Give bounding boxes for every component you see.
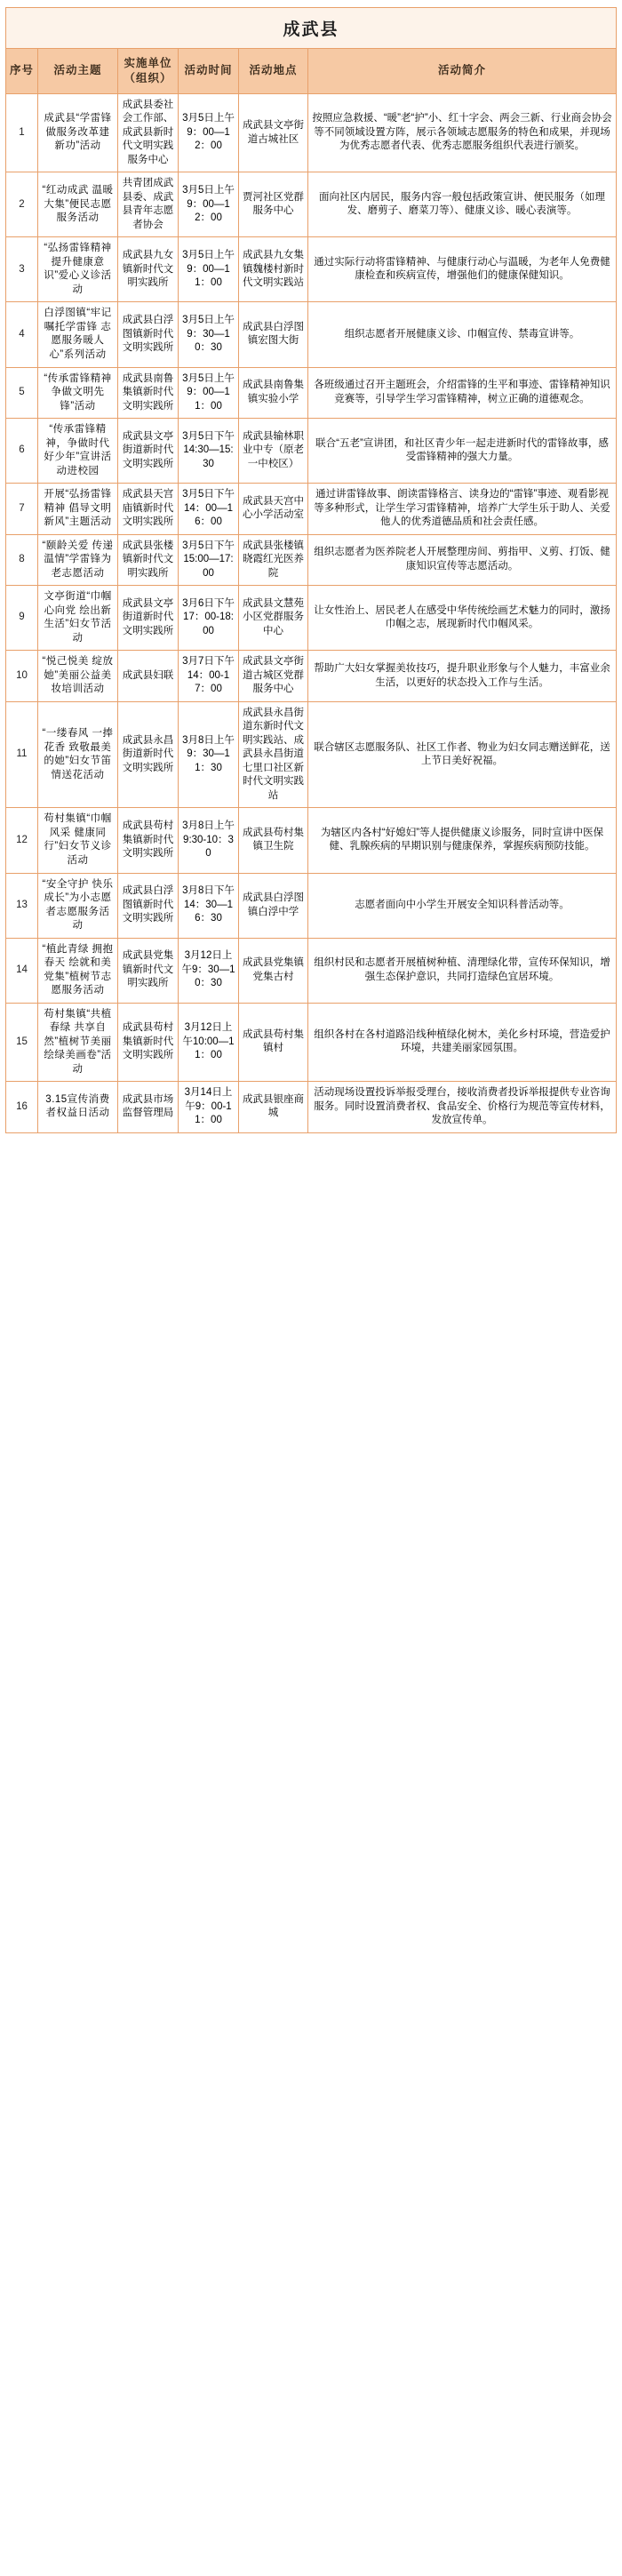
cell-unit: 成武县张楼镇新时代文明实践所 [118,534,179,586]
cell-time: 3月5日下午14：00—16：00 [179,484,239,535]
cell-unit: 成武县永昌街道新时代文明实践所 [118,701,179,808]
cell-intro: 志愿者面向中小学生开展安全知识科普活动等。 [308,873,617,938]
cell-theme: “一缕春风 一捧花香 致敬最美的她”妇女节笛情送花活动 [38,701,118,808]
table-row [6,938,617,1003]
cell-theme: “安全守护 快乐成长”为小志愿者志愿服务活动 [38,873,118,938]
cell-theme: 3.15宣传消费者权益日活动 [38,1082,118,1133]
cell-index: 14 [6,938,38,1003]
cell-unit: 成武县白浮图镇新时代文明实践所 [118,302,179,367]
cell-theme: “悦己悦美 绽放她”美丽公益美妆培训活动 [38,651,118,702]
cell-intro: 通过讲雷锋故事、朗读雷锋格言、读身边的“雷锋”事迹、观看影视等多种形式，让学生学习雷锋精神，培养广大学生乐于助人、关爱他人的优秀道德品质和社会责任感。 [308,484,617,535]
cell-theme: 白浮图镇“牢记嘱托学雷锋 志愿服务暖人心”系列活动 [38,302,118,367]
page-title: 成武县 [5,7,617,48]
cell-intro: 为辖区内各村“好媳妇”等人提供健康义诊服务，同时宣讲中医保健、乳腺疾病的早期识别与健康保养，掌握疾病预防技能。 [308,808,617,873]
cell-unit: 共青团成武县委、成武县青年志愿者协会 [118,172,179,237]
cell-place: 成武县苟村集镇卫生院 [239,808,308,873]
table-row [6,172,617,237]
cell-unit: 成武县九女镇新时代文明实践所 [118,237,179,302]
cell-index: 7 [6,484,38,535]
cell-unit: 成武县妇联 [118,651,179,702]
cell-place: 成武县输林职业中专（原老一中校区） [239,419,308,484]
cell-index: 8 [6,534,38,586]
table-header-row [6,49,617,94]
cell-intro: 让女性治上、居民老人在感受中华传统绘画艺术魅力的同时，激扬巾帼之志，展现新时代巾帼风采。 [308,586,617,651]
cell-unit: 成武县委社会工作部、成武县新时代文明实践服务中心 [118,93,179,172]
cell-place: 成武县文亭街道古城社区 [239,93,308,172]
table-row [6,808,617,873]
document-page [0,0,622,1142]
cell-time: 3月6日下午17：00-18:00 [179,586,239,651]
cell-place: 成武县文亭街道古城区党群服务中心 [239,651,308,702]
cell-intro: 组织村民和志愿者开展植树种植、清理绿化带，宣传环保知识，增强生态保护意识，共同打造绿色宜居环境。 [308,938,617,1003]
cell-place: 成武县文慧苑小区党群服务中心 [239,586,308,651]
column-header-intro: 活动简介 [308,49,617,94]
cell-intro: 活动现场设置投诉举报受理台，接收消费者投诉举报提供专业咨询服务。同时设置消费者权、食品安全、价格行为规范等宣传材料，发放宣传单。 [308,1082,617,1133]
cell-time: 3月5日上午9：00—12：00 [179,172,239,237]
cell-place: 贾河社区党群服务中心 [239,172,308,237]
cell-unit: 成武县市场监督管理局 [118,1082,179,1133]
cell-index: 9 [6,586,38,651]
cell-intro: 组织志愿者开展健康义诊、巾帼宣传、禁毒宣讲等。 [308,302,617,367]
cell-unit: 成武县天宫庙镇新时代文明实践所 [118,484,179,535]
cell-index: 16 [6,1082,38,1133]
column-header-place: 活动地点 [239,49,308,94]
cell-index: 13 [6,873,38,938]
table-row [6,534,617,586]
cell-theme: 苟村集镇“巾帼风采 健康同行”妇女节义诊活动 [38,808,118,873]
cell-place: 成武县九女集镇魏楼村新时代文明实践站 [239,237,308,302]
cell-time: 3月12日上午9：30—10：30 [179,938,239,1003]
cell-intro: 帮助广大妇女掌握美妆技巧，提升职业形象与个人魅力，丰富业余生活，以更好的状态投入工作与生活。 [308,651,617,702]
cell-intro: 联合“五老”宣讲团，和社区青少年一起走进新时代的雷锋故事，感受雷锋精神的强大力量。 [308,419,617,484]
column-header-unit: 实施单位（组织） [118,49,179,94]
cell-unit: 成武县苟村集镇新时代文明实践所 [118,808,179,873]
cell-time: 3月8日上午9:30-10：30 [179,808,239,873]
cell-time: 3月8日下午14：30—16：30 [179,873,239,938]
cell-theme: “颐龄关爱 传递温情”学雷锋为老志愿活动 [38,534,118,586]
cell-place: 成武县天宫中心小学活动室 [239,484,308,535]
cell-theme: “传承雷锋精神，争做时代好少年”宣讲活动进校园 [38,419,118,484]
cell-index: 2 [6,172,38,237]
cell-unit: 成武县南鲁集镇新时代文明实践所 [118,367,179,419]
cell-intro: 组织各村在各村道路沿线种植绿化树木，美化乡村环境，营造爱护环境，共建美丽家园氛围。 [308,1003,617,1082]
cell-intro: 各班级通过召开主题班会，介绍雷锋的生平和事迹、雷锋精神知识竞赛等，引导学生学习雷锋精神，树立正确的道德观念。 [308,367,617,419]
table-row [6,237,617,302]
cell-index: 4 [6,302,38,367]
cell-unit: 成武县文亭街道新时代文明实践所 [118,419,179,484]
column-header-index: 序号 [6,49,38,94]
table-row [6,586,617,651]
cell-time: 3月5日下午14:30—15:30 [179,419,239,484]
cell-index: 6 [6,419,38,484]
cell-time: 3月5日上午9：30—10：30 [179,302,239,367]
column-header-theme: 活动主题 [38,49,118,94]
table-row [6,419,617,484]
cell-place: 成武县苟村集镇村 [239,1003,308,1082]
cell-place: 成武县永昌街道东新时代文明实践站、成武县永昌街道七里口社区新时代文明实践站 [239,701,308,808]
cell-theme: 文亭街道“巾帼心向党 绘出新生活”妇女节活动 [38,586,118,651]
cell-time: 3月12日上午10:00—11：00 [179,1003,239,1082]
table-row [6,651,617,702]
cell-intro: 按照应急救援、“暖”老“护”小、红十字会、两会三新、行业商会协会等不同领域设置方阵，展示各领域志愿服务的特色和成果，并现场为优秀志愿者代表、优秀志愿服务组织代表进行颁奖。 [308,93,617,172]
cell-intro: 面向社区内居民，服务内容一般包括政策宣讲、便民服务（如理发、磨剪子、磨菜刀等）、健康义诊、暖心表演等。 [308,172,617,237]
cell-time: 3月5日上午9：00—11：00 [179,237,239,302]
cell-time: 3月14日上午9：00-11：00 [179,1082,239,1133]
cell-place: 成武县党集镇党集古村 [239,938,308,1003]
cell-time: 3月5日下午15:00—17:00 [179,534,239,586]
cell-unit: 成武县文亭街道新时代文明实践所 [118,586,179,651]
cell-index: 1 [6,93,38,172]
cell-index: 15 [6,1003,38,1082]
cell-theme: “传承雷锋精神 争做文明先锋”活动 [38,367,118,419]
table-row [6,367,617,419]
table-row [6,93,617,172]
cell-theme: 开展“弘扬雷锋精神 倡导文明新风”主题活动 [38,484,118,535]
cell-place: 成武县南鲁集镇实验小学 [239,367,308,419]
cell-index: 5 [6,367,38,419]
table-row [6,1082,617,1133]
cell-theme: “植此青绿 拥抱春天 绘就和美党集”植树节志愿服务活动 [38,938,118,1003]
cell-theme: 成武县“学雷锋 做服务改革建新功”活动 [38,93,118,172]
cell-theme: “弘扬雷锋精神 提升健康意识”爱心义诊活动 [38,237,118,302]
column-header-time: 活动时间 [179,49,239,94]
table-row [6,873,617,938]
table-body [6,93,617,1132]
cell-index: 10 [6,651,38,702]
cell-index: 3 [6,237,38,302]
cell-time: 3月8日上午9：30—11：30 [179,701,239,808]
cell-unit: 成武县党集镇新时代文明实践所 [118,938,179,1003]
cell-unit: 成武县白浮图镇新时代文明实践所 [118,873,179,938]
cell-place: 成武县张楼镇晓霞红光医养院 [239,534,308,586]
table-row [6,302,617,367]
cell-intro: 联合辖区志愿服务队、社区工作者、物业为妇女同志赠送鲜花，送上节日美好祝福。 [308,701,617,808]
table-header [6,49,617,94]
cell-time: 3月7日下午14：00-17：00 [179,651,239,702]
cell-theme: “红动成武 温暖大集”便民志愿服务活动 [38,172,118,237]
cell-unit: 成武县苟村集镇新时代文明实践所 [118,1003,179,1082]
cell-intro: 通过实际行动将雷锋精神、与健康行动心与温暖，为老年人免费健康检查和疾病宣传，增强他们的健康保健知识。 [308,237,617,302]
activities-table [5,48,617,1133]
table-row [6,484,617,535]
cell-intro: 组织志愿者为医养院老人开展整理房间、剪指甲、义剪、打饭、健康知识宣传等志愿活动。 [308,534,617,586]
table-row [6,1003,617,1082]
cell-place: 成武县白浮图镇宏图大街 [239,302,308,367]
cell-time: 3月5日上午9：00—11：00 [179,367,239,419]
cell-index: 12 [6,808,38,873]
cell-place: 成武县白浮图镇白浮中学 [239,873,308,938]
cell-place: 成武县银座商城 [239,1082,308,1133]
cell-theme: 苟村集镇“共植春绿 共享自然”植树节美丽绘绿美画卷”活动 [38,1003,118,1082]
cell-time: 3月5日上午9：00—12：00 [179,93,239,172]
table-row [6,701,617,808]
cell-index: 11 [6,701,38,808]
